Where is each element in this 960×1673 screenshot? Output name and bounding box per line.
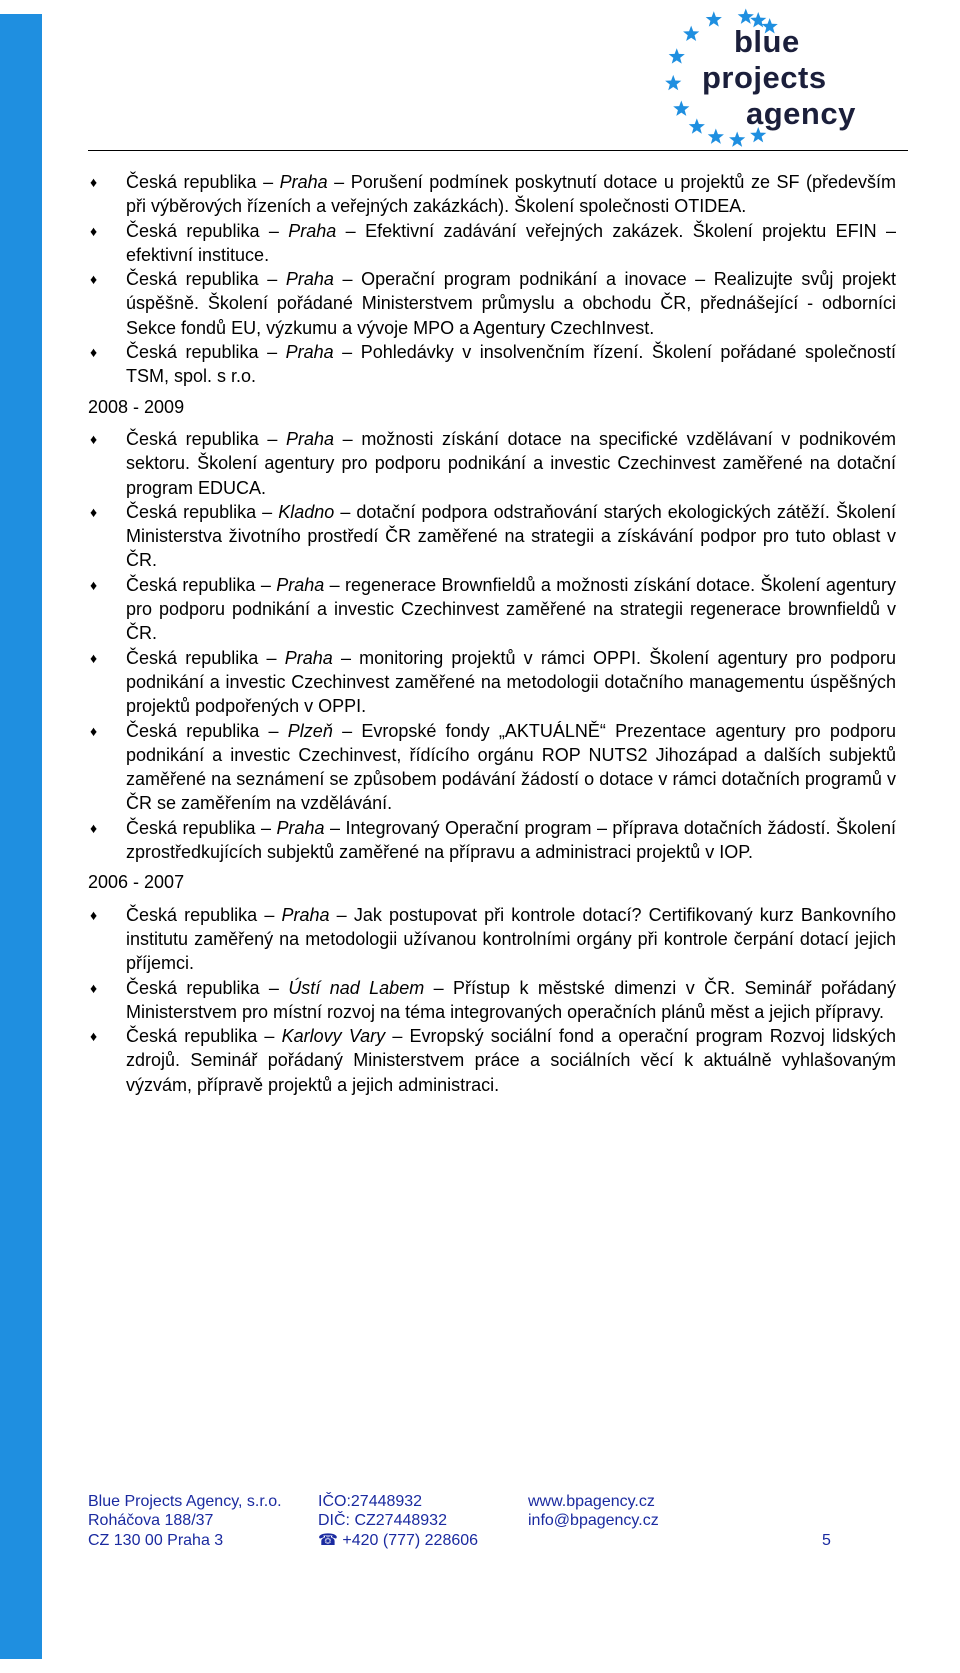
list-item: ♦ Česká republika – Praha – Jak postupovat při kontrole dotací? Certifikovaný kurz Bankovního institutu zaměřený na metodologii užívanou kontrolními orgány při kontrole čerpání dotací jejich příjemci. xyxy=(90,904,896,974)
footer-address xyxy=(88,1492,282,1550)
item-country: Česká republika xyxy=(126,1026,258,1047)
training-list-b xyxy=(88,427,896,864)
diamond-bullet-icon: ♦ xyxy=(90,649,98,666)
logo-line-2: projects xyxy=(702,60,827,95)
diamond-bullet-icon: ♦ xyxy=(90,271,98,288)
year-heading-2008: 2008 - 2009 xyxy=(88,396,185,417)
item-place: Praha xyxy=(285,342,334,363)
item-text: Operační program podnikání a inovace – Realizujte svůj projekt úspěšně. Školení pořádané Ministerstvem průmyslu a obchodu ČR, přednášející - odborníci Sekce fondů EU, výzkumu a vývoje MPO a Agentury CzechInvest. xyxy=(126,269,897,338)
item-place: Praha xyxy=(284,647,333,668)
item-place: Praha xyxy=(281,904,330,925)
left-blue-bar xyxy=(0,14,42,1659)
footer-phone-row xyxy=(318,1531,478,1550)
logo-line-1: blue xyxy=(734,24,800,59)
diamond-bullet-icon: ♦ xyxy=(90,979,98,996)
diamond-bullet-icon: ♦ xyxy=(90,344,98,361)
footer-dic: DIČ: CZ27448932 xyxy=(318,1512,447,1530)
logo-star-icon xyxy=(669,48,685,63)
item-place: Kladno xyxy=(278,501,335,522)
logo-star-icon xyxy=(665,75,681,90)
footer-phone: +420 (777) 228606 xyxy=(342,1531,479,1549)
footer-city: CZ 130 00 Praha 3 xyxy=(88,1531,224,1549)
item-country: Česká republika xyxy=(126,269,259,290)
training-list-c xyxy=(88,903,896,1097)
phone-icon: ☎ xyxy=(318,1531,343,1549)
item-place: Praha xyxy=(285,269,334,290)
footer-contact xyxy=(528,1492,659,1531)
list-item: ♦ Česká republika – Ústí nad Labem – Přístup k městské dimenzi v ČR. Seminář pořádaný Ministerstvem pro místní rozvoj na téma integrovaných operačních plánů měst a jejich přípravy. xyxy=(90,977,897,1022)
footer-email-link[interactable]: info@bpagency.cz xyxy=(528,1512,659,1530)
item-text: Integrovaný Operační program – příprava dotačních žádostí. Školení zprostředkujících subjektů zaměřené na přípravu a administraci projektů v IOP. xyxy=(126,817,896,863)
diamond-bullet-icon: ♦ xyxy=(90,430,98,447)
diamond-bullet-icon: ♦ xyxy=(90,222,98,239)
logo-star-icon xyxy=(683,26,699,41)
list-item: ♦ Česká republika – Praha – Porušení podmínek poskytnutí dotace u projektů ze SF (především při výběrových řízeních a veřejných zakázkách). Školení společnosti OTIDEA. xyxy=(90,172,897,217)
list-item: ♦ Česká republika – Plzeň – Evropské fondy „AKTUÁLNĚ“ Prezentace agentury pro podporu podnikání a investic Czechinvest, řídícího orgánu ROP NUTS2 Jihozápad a dalších subjektů zaměřené na seznámení se způsobem podávání žádostí o dotace v rámci dotačních programů v ČR se zaměřením na vzdělávání. xyxy=(90,720,896,814)
header-rule xyxy=(88,150,908,151)
diamond-bullet-icon: ♦ xyxy=(90,819,98,836)
logo-star-icon xyxy=(729,131,745,146)
training-list-a xyxy=(88,170,896,389)
logo-line-3: agency xyxy=(746,96,856,131)
diamond-bullet-icon: ♦ xyxy=(90,722,98,739)
diamond-bullet-icon: ♦ xyxy=(90,576,98,593)
item-place: Praha xyxy=(276,817,325,838)
list-item: ♦ Česká republika – Praha – Efektivní zadávání veřejných zakázek. Školení projektu EFIN – efektivní instituce. xyxy=(90,220,896,265)
diamond-bullet-icon: ♦ xyxy=(90,503,98,520)
item-country: Česká republika xyxy=(126,720,260,741)
item-text: Efektivní zadávání veřejných zakázek. Školení projektu EFIN – efektivní instituce. xyxy=(126,220,896,265)
item-text: Pohledávky v insolvenčním řízení. Školení pořádané společností TSM, spol. s r.o. xyxy=(126,342,897,387)
item-country: Česká republika xyxy=(126,904,258,925)
item-country: Česká republika xyxy=(126,647,259,668)
item-country: Česká republika xyxy=(126,817,256,838)
logo-star-icon xyxy=(673,101,689,116)
footer-street: Roháčova 188/37 xyxy=(88,1512,214,1530)
list-item: ♦ Česká republika – Praha – monitoring projektů v rámci OPPI. Školení agentury pro podporu podnikání a investic Czechinvest zaměřené na metodologii dotačního managementu úspěšných projektů podpořených v OPPI. xyxy=(90,647,897,717)
item-country: Česká republika xyxy=(126,342,259,363)
item-place: Praha xyxy=(285,428,335,449)
page-number: 5 xyxy=(822,1531,831,1549)
list-item: ♦ Česká republika – Praha – Integrovaný Operační program – příprava dotačních žádostí. Školení zprostředkujících subjektů zaměřené na přípravu a administraci projektů v IOP. xyxy=(90,817,896,863)
item-country: Česká republika xyxy=(126,501,257,522)
item-country: Česká republika xyxy=(126,574,256,595)
list-item: ♦ Česká republika – Kladno – dotační podpora odstraňování starých ekologických zátěží. Školení Ministerstva životního prostředí ČR zaměřené na strategii a získávání podpor pro tuto oblast v ČR. xyxy=(90,501,896,571)
list-item: ♦ Česká republika – Praha – Pohledávky v insolvenčním řízení. Školení pořádané společností TSM, spol. s r.o. xyxy=(90,342,897,387)
item-place: Ústí nad Labem xyxy=(288,977,425,998)
item-country: Česká republika xyxy=(126,220,260,241)
item-text: Porušení podmínek poskytnutí dotace u projektů ze SF (především při výběrových řízeních a veřejných zakázkách). Školení společnosti OTIDEA. xyxy=(126,172,897,217)
logo-star-icon xyxy=(738,8,754,23)
diamond-bullet-icon: ♦ xyxy=(90,906,98,923)
item-place: Plzeň xyxy=(287,720,333,741)
item-text: Jak postupovat při kontrole dotací? Certifikovaný kurz Bankovního institutu zaměřený na metodologii užívanou kontrolními orgány při kontrole čerpání dotací jejich příjemci. xyxy=(126,904,896,974)
document-body xyxy=(88,170,896,1097)
list-item: ♦ Česká republika – Praha – Operační program podnikání a inovace – Realizujte svůj projekt úspěšně. Školení pořádané Ministerstvem průmyslu a obchodu ČR, přednášející - odborníci Sekce fondů EU, výzkumu a vývoje MPO a Agentury CzechInvest. xyxy=(90,269,897,338)
item-place: Praha xyxy=(279,172,328,192)
footer-ico: IČO:27448932 xyxy=(318,1493,423,1510)
footer-company: Blue Projects Agency, s.r.o. xyxy=(88,1493,282,1510)
item-text: dotační podpora odstraňování starých ekologických zátěží. Školení Ministerstva životního prostředí ČR zaměřené na strategii a získávání podpor pro tuto oblast v ČR. xyxy=(126,501,896,571)
list-item: ♦ Česká republika – Praha – možnosti získání dotace na specifické vzdělávaní v podnikovém sektoru. Školení agentury pro podporu podnikání a investic Czechinvest zaměřené na dotační program EDUCA. xyxy=(90,428,896,498)
item-text: regenerace Brownfieldů a možnosti získání dotace. Školení agentury pro podporu podnikání a investic Czechinvest zaměřené na strategii regenerace brownfieldů v ČR. xyxy=(126,574,896,644)
item-country: Česká republika xyxy=(126,428,259,449)
diamond-bullet-icon: ♦ xyxy=(90,174,98,190)
list-item: ♦ Česká republika – Praha – regenerace Brownfieldů a možnosti získání dotace. Školení agentury pro podporu podnikání a investic Czechinvest zaměřené na strategii regenerace brownfieldů v ČR. xyxy=(90,574,896,644)
item-place: Praha xyxy=(288,220,337,241)
item-place: Karlovy Vary xyxy=(281,1026,386,1047)
list-item: ♦ Česká republika – Karlovy Vary – Evropský sociální fond a operační program Rozvoj lidských zdrojů. Seminář pořádaný Ministerstvem práce a sociálních věcí k aktuálně vyhlašovaným výzvám, přípravě projektů a jejich administraci. xyxy=(90,1026,897,1095)
item-text: Evropské fondy „AKTUÁLNĚ“ Prezentace agentury pro podporu podnikání a investic Czechinvest, řídícího orgánu ROP NUTS2 Jihozápad a dalších subjektů zaměřené na seznámení se způsobem podávání žádostí o dotace v rámci dotačních programů v ČR se zaměřením na vzdělávání. xyxy=(126,720,896,814)
item-text: možnosti získání dotace na specifické vzdělávaní v podnikovém sektoru. Školení agentury pro podporu podnikání a investic Czechinvest zaměřené na dotační program EDUCA. xyxy=(126,428,896,498)
item-country: Česká republika xyxy=(126,977,260,998)
footer-ids xyxy=(318,1492,478,1550)
logo xyxy=(702,24,856,132)
item-country: Česká republika xyxy=(126,172,257,192)
item-text: Evropský sociální fond a operační program Rozvoj lidských zdrojů. Seminář pořádaný Ministerstvem práce a sociálních věcí k aktuálně vyhlašovaným výzvám, přípravě projektů a jejich administraci. xyxy=(126,1026,897,1095)
year-heading-2006: 2006 - 2007 xyxy=(88,872,185,893)
item-place: Praha xyxy=(276,574,325,595)
diamond-bullet-icon: ♦ xyxy=(90,1028,98,1045)
item-text: Přístup k městské dimenzi v ČR. Seminář pořádaný Ministerstvem pro místní rozvoj na téma integrovaných operačních plánů měst a jejich přípravy. xyxy=(126,977,897,1022)
footer-web-link[interactable]: www.bpagency.cz xyxy=(528,1493,655,1510)
item-text: monitoring projektů v rámci OPPI. Školení agentury pro podporu podnikání a investic Czechinvest zaměřené na metodologii dotačního managementu úspěšných projektů podpořených v OPPI. xyxy=(126,647,897,717)
